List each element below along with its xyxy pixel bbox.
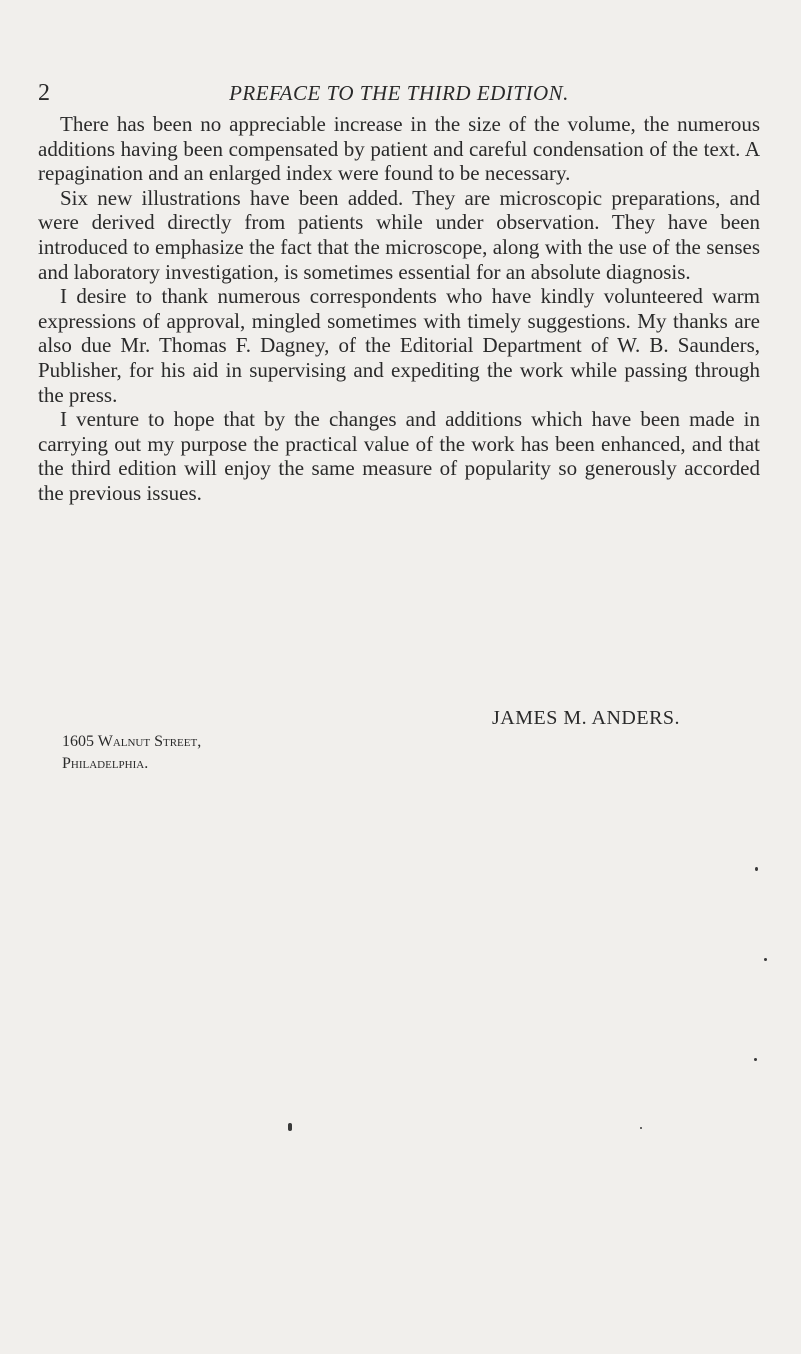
preface-body — [38, 112, 760, 506]
author-signature: JAMES M. ANDERS. — [492, 707, 681, 729]
print-speck — [754, 1058, 757, 1061]
print-speck — [755, 867, 758, 871]
print-speck — [640, 1127, 642, 1129]
paragraph-2: Six new illustrations have been added. They are microscopic preparations, and were derived directly from patients while under observation. They have been introduced to emphasize the fact that the microscope, along with the use of the senses and laboratory investigation, is sometimes essential for an absolute diagnosis. — [38, 185, 760, 284]
paragraph-3: I desire to thank numerous correspondents who have kindly volunteered warm expressions of approval, mingled sometimes with timely suggestions. My thanks are also due Mr. Thomas F. Dagney, of the Editorial Department of W. B. Saunders, Publisher, for his aid in supervising and expediting the work while passing through the press. — [38, 284, 760, 407]
paragraph-1: There has been no appreciable increase in the size of the volume, the numerous additions having been compensated by patient and careful condensation of the text. A repagination and an enlarged index were found to be necessary. — [38, 112, 760, 186]
paragraph-4: I venture to hope that by the changes and additions which have been made in carrying out my purpose the practical value of the work has been enhanced, and that the third edition will enjoy the same measure of popularity so generously accorded the previous issues. — [38, 407, 760, 505]
author-address — [62, 731, 201, 775]
address-city: Philadelphia. — [62, 755, 149, 772]
print-speck — [288, 1123, 292, 1131]
print-speck — [764, 958, 767, 961]
running-head: PREFACE TO THE THIRD EDITION. — [229, 81, 569, 105]
address-street: 1605 Walnut Street, — [62, 733, 202, 750]
page-number: 2 — [38, 80, 50, 106]
page-header — [38, 78, 760, 108]
